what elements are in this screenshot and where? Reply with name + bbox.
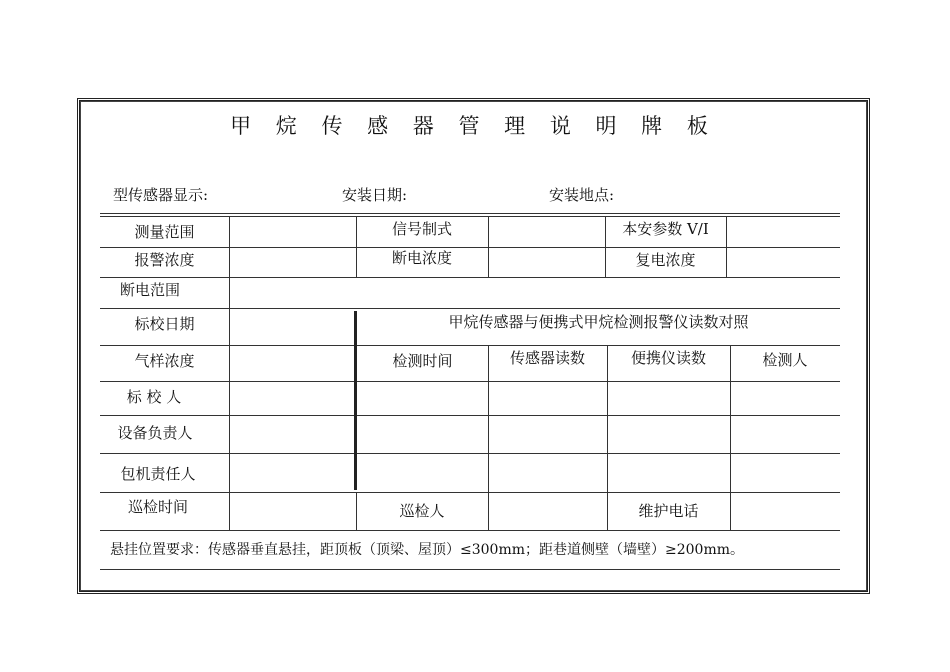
measure-range-label: 测量范围 [134,223,195,241]
comparison-section-divider [354,311,357,490]
comparison-header-inspector: 检测人 [762,351,808,369]
column-divider [488,216,489,277]
table-row-divider [100,345,840,346]
cutoff-concentration-label: 断电浓度 [391,249,452,267]
page-title: 甲 烷 传 感 器 管 理 说 明 牌 板 [230,114,717,138]
comparison-header-sensor-reading: 传感器读数 [509,349,585,367]
table-top-rule-2 [100,216,840,217]
install-date-label: 安装日期: [342,186,408,204]
inspection-time-label: 巡检时间 [127,498,188,516]
comparison-header-time: 检测时间 [392,352,453,370]
comparison-header-portable-reading: 便携仪读数 [630,349,706,367]
calibration-date-label: 标校日期 [134,315,195,333]
calibrator-label: 标 校 人 [126,388,182,406]
table-row-divider [100,247,840,248]
machine-responsible-label: 包机责任人 [120,465,196,483]
model-display-label: 型传感器显示: [113,186,209,204]
maintenance-phone-label: 维护电话 [638,502,699,520]
table-row-divider [100,308,840,309]
cutoff-range-label: 断电范围 [120,281,181,299]
table-bottom-rule [100,569,840,570]
column-divider [726,216,727,277]
comparison-title: 甲烷传感器与便携式甲烷检测报警仪读数对照 [448,313,749,331]
table-row-divider [100,530,840,531]
install-location-label: 安装地点: [549,186,615,204]
table-row-divider [100,415,840,416]
signal-format-label: 信号制式 [391,220,452,238]
inspector-label: 巡检人 [399,502,445,520]
table-row-divider [100,381,840,382]
reset-concentration-label: 复电浓度 [635,251,696,269]
column-divider [488,345,489,530]
equipment-manager-label: 设备负责人 [117,424,193,442]
table-row-divider [100,277,840,278]
hanging-position-note: 悬挂位置要求：传感器垂直悬挂，距顶板（顶梁、屋顶）≤300mm；距巷道侧壁（墙壁）≥200mm。 [110,542,745,558]
alarm-concentration-label: 报警浓度 [134,251,195,269]
intrinsic-params-label: 本安参数 V/I [622,220,709,238]
gas-sample-concentration-label: 气样浓度 [134,352,195,370]
label-column-divider [229,216,230,530]
table-row-divider [100,453,840,454]
column-divider [730,345,731,530]
table-row-divider [100,492,840,493]
table-top-rule [100,213,840,214]
